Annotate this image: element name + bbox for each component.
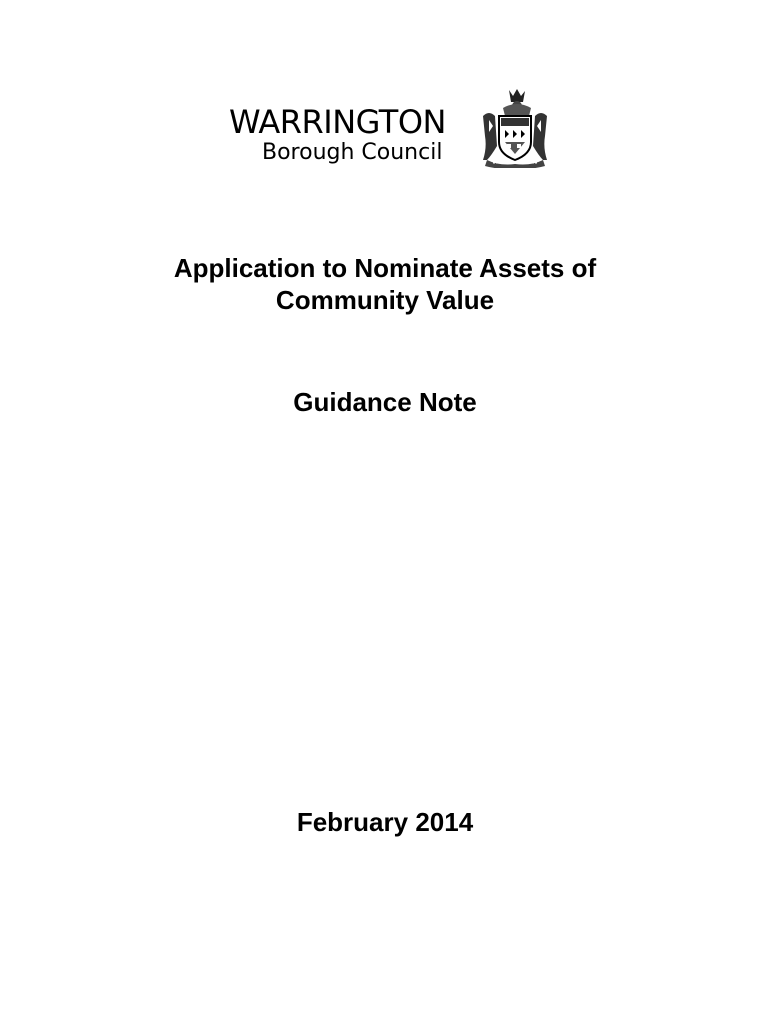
document-title-line-1: Application to Nominate Assets of: [173, 253, 597, 283]
document-date: February 2014: [296, 807, 474, 837]
document-title: [0, 252, 770, 316]
document-subtitle: Guidance Note: [293, 387, 477, 417]
coat-of-arms-icon: [479, 86, 551, 168]
logo-name: WARRINGTON: [229, 103, 446, 141]
document-title-line-2: Community Value: [275, 285, 495, 315]
council-logo: [229, 86, 551, 170]
logo-subtitle: Borough Council: [262, 140, 443, 165]
